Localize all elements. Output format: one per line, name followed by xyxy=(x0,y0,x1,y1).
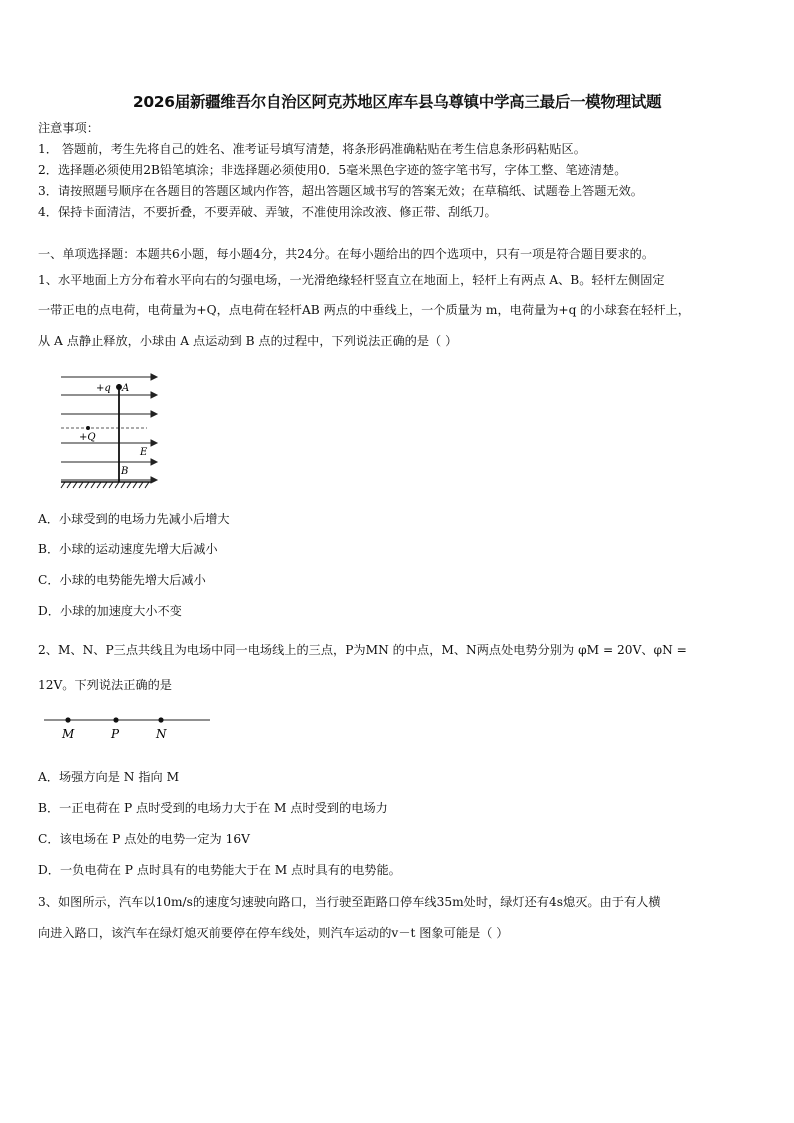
q2-text-line-2: 12V。下列说法正确的是 xyxy=(38,678,172,692)
q1-option-c: C．小球的电势能先增大后减小 xyxy=(38,573,206,587)
notice-item-2: 2．选择题必须使用2B铅笔填涂；非选择题必须使用0．5毫米黑色字迹的签字笔书写，字体工整、笔迹清楚。 xyxy=(38,163,627,177)
notice-item-4: 4．保持卡面清洁，不要折叠，不要弄破、弄皱，不准使用涂改液、修正带、刮纸刀。 xyxy=(38,205,497,219)
notice-item-1: 1． 答题前，考生先将自己的姓名、准考证号填写清楚，将条形码准确粘贴在考生信息条形码粘贴区。 xyxy=(38,142,586,156)
label-p: P xyxy=(111,727,120,741)
q2-option-c: C．该电场在 P 点处的电势一定为 16V xyxy=(38,832,250,846)
q3-text-line-2: 向进入路口，该汽车在绿灯熄灭前要停在停车线处，则汽车运动的v－t 图象可能是（ ） xyxy=(38,926,509,940)
q1-text-line-3: 从 A 点静止释放，小球由 A 点运动到 B 点的过程中，下列说法正确的是（ ） xyxy=(38,334,458,348)
section-heading: 一、单项选择题：本题共6小题，每小题4分，共24分。在每小题给出的四个选项中，只有一项是符合题目要求的。 xyxy=(38,247,655,261)
notice-heading: 注意事项： xyxy=(38,121,99,135)
q2-option-b: B．一正电荷在 P 点时受到的电场力大于在 M 点时受到的电场力 xyxy=(38,801,388,815)
q2-field-line-figure xyxy=(40,712,215,742)
label-point-a: A xyxy=(122,383,130,394)
q3-text-line-1: 3、如图所示，汽车以10m/s的速度匀速驶向路口，当行驶至距路口停车线35m处时，绿灯还有4s熄灭。由于有人横 xyxy=(38,895,661,909)
label-plus-Q: +Q xyxy=(79,432,96,443)
q2-text-line-1: 2、M、N、P三点共线且为电场中同一电场线上的三点，P为MN 的中点，M、N两点处电势分别为 φM = 20V、φN = xyxy=(38,643,687,657)
label-n: N xyxy=(156,727,167,741)
label-m: M xyxy=(62,727,75,741)
q1-option-a: A．小球受到的电场力先减小后增大 xyxy=(38,512,230,526)
label-field-e: E xyxy=(140,447,148,458)
q1-option-b: B．小球的运动速度先增大后减小 xyxy=(38,542,218,556)
label-point-b: B xyxy=(121,466,129,477)
label-plus-q: +q xyxy=(96,383,111,394)
q1-text-line-2: 一带正电的点电荷，电荷量为+Q，点电荷在轻杆AB 两点的中垂线上，一个质量为 m，电荷量为+q 的小球套在轻杆上， xyxy=(38,303,690,317)
q1-text-line-1: 1、水平地面上方分布着水平向右的匀强电场，一光滑绝缘轻杆竖直立在地面上，轻杆上有两点 A、B。轻杆左侧固定 xyxy=(38,273,665,287)
notice-item-3: 3．请按照题号顺序在各题目的答题区域内作答，超出答题区域书写的答案无效；在草稿纸、试题卷上答题无效。 xyxy=(38,184,643,198)
q2-option-a: A．场强方向是 N 指向 M xyxy=(38,770,180,784)
q2-option-d: D．一负电荷在 P 点时具有的电势能大于在 M 点时具有的电势能。 xyxy=(38,863,401,877)
page-title: 2026届新疆维吾尔自治区阿克苏地区库车县乌尊镇中学高三最后一模物理试题 xyxy=(132,93,662,111)
q1-option-d: D．小球的加速度大小不变 xyxy=(38,604,182,618)
q1-electric-field-figure xyxy=(55,370,170,492)
